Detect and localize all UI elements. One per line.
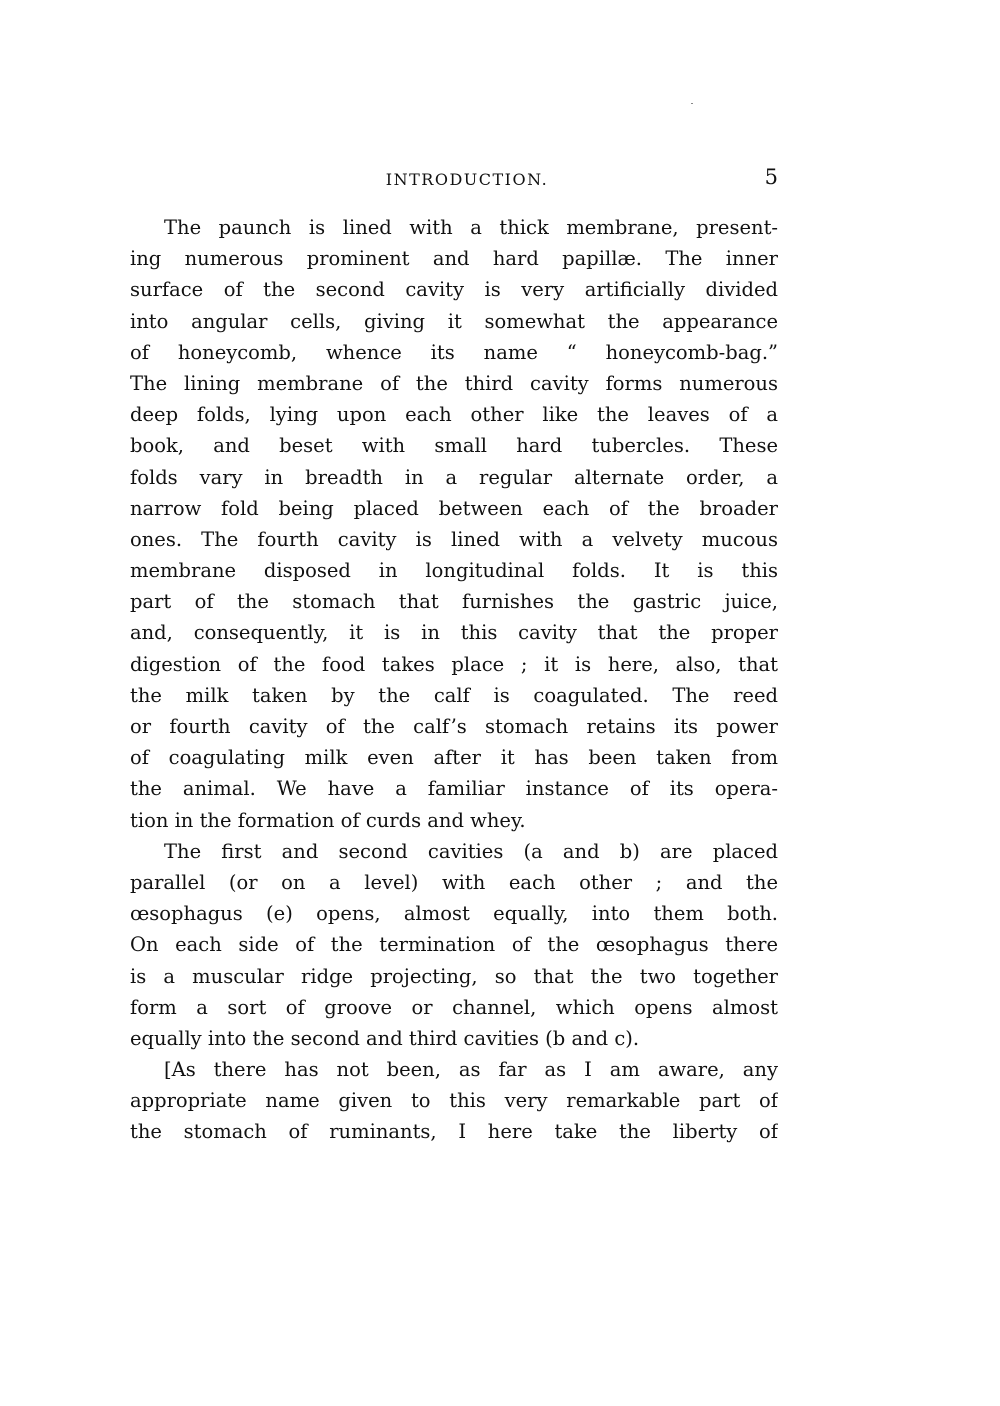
text-line: or fourth cavity of the calf’s stomach retains its power — [130, 715, 778, 738]
text-line: book, and beset with small hard tubercles. These — [130, 434, 778, 458]
text-line: digestion of the food takes place ; it is here, also, that — [130, 652, 778, 676]
text-line: œsophagus (e) opens, almost equally, into them both. — [130, 902, 778, 926]
text-line: On each side of the termination of the œsophagus there — [130, 933, 778, 957]
text-line: and, consequently, it is in this cavity that the proper — [130, 621, 778, 645]
text-line: folds vary in breadth in a regular alternate order, a — [130, 465, 778, 489]
text-line: The paunch is lined with a thick membrane, present- — [164, 216, 778, 239]
text-line: the animal. We have a familiar instance of its opera- — [130, 777, 778, 801]
text-line: equally into the second and third cavities (b and c). — [130, 1026, 640, 1050]
running-title: INTRODUCTION. — [385, 170, 549, 189]
running-head — [130, 166, 778, 196]
text-line: form a sort of groove or channel, which opens almost — [130, 995, 778, 1019]
text-line: The first and second cavities (a and b) are placed — [164, 839, 778, 863]
text-line: ones. The fourth cavity is lined with a velvety mucous — [130, 527, 778, 551]
text-line: appropriate name given to this very remarkable part of — [130, 1089, 778, 1113]
text-line: The lining membrane of the third cavity forms numerous — [130, 371, 778, 395]
paper-speck — [691, 103, 693, 104]
text-line: the stomach of ruminants, I here take the liberty of — [130, 1120, 778, 1144]
text-line: deep folds, lying upon each other like the leaves of a — [130, 403, 778, 427]
text-line: is a muscular ridge projecting, so that the two together — [130, 964, 778, 988]
text-line: [As there has not been, as far as I am aware, any — [164, 1058, 778, 1082]
text-line: of honeycomb, whence its name “ honeycomb-bag.” — [130, 340, 778, 364]
page-number: 5 — [764, 165, 778, 189]
text-line: of coagulating milk even after it has been taken from — [130, 746, 778, 770]
body-text — [130, 212, 778, 1148]
text-line: membrane disposed in longitudinal folds. It is this — [130, 559, 778, 583]
text-line: part of the stomach that furnishes the gastric juice, — [130, 590, 778, 614]
text-line: into angular cells, giving it somewhat the appearance — [130, 309, 778, 333]
text-line: ing numerous prominent and hard papillæ. The inner — [130, 247, 778, 271]
text-line: the milk taken by the calf is coagulated. The reed — [130, 683, 778, 707]
text-line: tion in the formation of curds and whey. — [130, 808, 526, 832]
text-line: parallel (or on a level) with each other ; and the — [130, 870, 778, 894]
text-line: surface of the second cavity is very artificially divided — [130, 278, 778, 302]
text-line: narrow fold being placed between each of the broader — [130, 496, 778, 520]
